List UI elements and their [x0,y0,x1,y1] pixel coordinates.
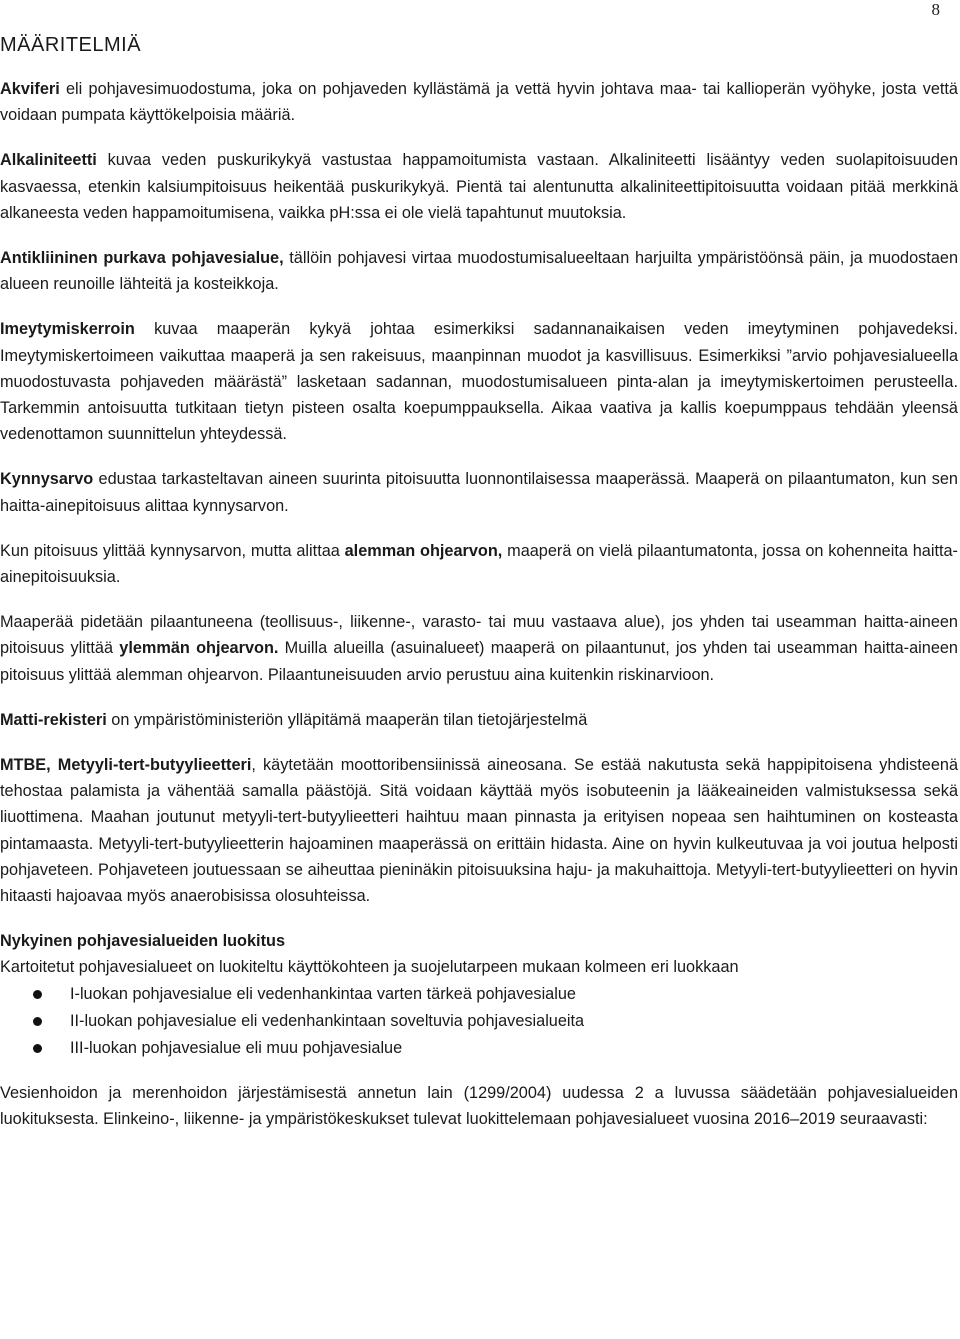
definition-akviferi [0,76,958,128]
definition-alempi-ohjearvo [0,538,958,590]
section-intro: Kartoitetut pohjavesialueet on luokiteltu käyttökohteen ja suojelutarpeen mukaan kolmeen eri luokkaan [0,958,739,977]
classification-list [0,981,958,1062]
term-antikliininen: Antikliininen purkava pohjavesialue, [0,249,284,268]
definition-text: edustaa tarkasteltavan aineen suurinta pitoisuutta luonnontilaisessa maaperässä. Maaperä on pilaantumaton, kun sen haitta-ainepitoisuus alittaa kynnysarvon. [0,470,958,515]
definition-text: Kun pitoisuus ylittää kynnysarvon, mutta alittaa [0,541,345,560]
definition-text: on ympäristöministeriön ylläpitämä maaperän tilan tietojärjestelmä [106,710,588,729]
bullet-icon [33,1017,42,1026]
term-alkaliniteetti: Alkaliniteetti [0,151,97,170]
definition-alkaliniteetti [0,147,958,226]
definition-antikliininen [0,245,958,297]
definition-ylempi-ohjearvo [0,609,958,688]
list-item [0,981,958,1008]
definition-kynnysarvo [0,466,958,518]
page-title: MÄÄRITELMIÄ [0,34,142,56]
term-ylempi-ohjearvo: ylemmän ohjearvon. [119,639,279,658]
definition-text: eli pohjavesimuodostuma, joka on pohjaveden kyllästämä ja vettä hyvin johtava maa- tai kallioperän vyöhyke, josta vettä voidaan pumpata käyttökelpoisia määriä. [0,80,958,125]
paragraph-vesienhoito [0,1080,958,1132]
list-item-text: III-luokan pohjavesialue eli muu pohjavesialue [70,1038,403,1057]
term-mtbe: MTBE, Metyyli-tert-butyylieetteri [0,756,252,775]
bullet-icon [33,990,42,999]
definition-text: kuvaa maaperän kykyä johtaa esimerkiksi sadannanaikaisen veden imeytyminen pohjavedeksi. Imeytymiskertoimeen vaikuttaa maaperä ja sen rakeisuus, maanpinnan muodot ja kasvillisuus. Esimerkiksi ”arvio pohjavesialueella muodostuvasta pohjaveden määrästä” lasketaan sadannan, muodostumisalueen pinta-alan ja imeytymiskertoimen perusteella. Tarkemmin antoisuutta tutkitaan tietyn pisteen osalta koepumppauksella. Aikaa vaativa ja kallis koepumppaus tehdään yleensä vedenottamon suunnittelun yhteydessä. [0,320,958,444]
term-kynnysarvo: Kynnysarvo [0,470,94,489]
definition-imeytymiskerroin [0,316,958,447]
paragraph-text: Vesienhoidon ja merenhoidon järjestämisestä annetun lain (1299/2004) uudessa 2 a luvussa säädetään pohjavesialueiden luokituksesta. Elinkeino-, liikenne- ja ympäristökeskukset tulevat luokittelemaan pohjavesialueet vuosina 2016–2019 seuraavasti: [0,1083,958,1128]
term-imeytymiskerroin: Imeytymiskerroin [0,320,135,339]
definition-text: Maaperää pidetään pilaantuneena (teollisuus-, liikenne-, varasto- tai muu vastaava alue), jos yhden tai useamman haitta-aineen pitoisuus ylittää [0,613,958,658]
definition-text: maaperä on vielä pilaantumatonta, jossa on kohenneita haitta-ainepitoisuuksia. [0,541,958,587]
list-item-text: II-luokan pohjavesialue eli vedenhankintaan soveltuvia pohjavesialueita [70,1011,585,1030]
list-item [0,1035,958,1062]
definition-text: Muilla alueilla (asuinalueet) maaperä on pilaantunut, jos yhden tai useamman haitta-aineen pitoisuus ylittää alemman ohjearvon. Pilaantuneisuuden arvio perustuu aina kuitenkin riskinarvioon. [0,639,958,684]
luokitus-section [0,928,958,980]
list-item-text: I-luokan pohjavesialue eli vedenhankintaa varten tärkeä pohjavesialue [70,984,576,1003]
term-akviferi: Akviferi [0,80,60,98]
definition-text: tällöin pohjavesi virtaa muodostumisalueeltaan harjuilta ympäristöönsä päin, ja muodostaen alueen reunoille lähteitä ja kosteikkoja. [0,249,958,294]
term-alempi-ohjearvo: alemman ohjearvon, [344,541,503,560]
bullet-icon [33,1044,42,1053]
definition-mtbe [0,752,958,909]
page-number: 8 [931,0,940,19]
list-item [0,1008,958,1035]
definition-text: , käytetään moottoribensiinissä aineosana. Se estää nakutusta sekä happipitoisena yhdisteenä tehostaa palamista ja vähentää samalla päästöjä. Sitä voidaan käyttää myös isobuteenin ja lääkeaineiden valmistuksessa sekä liuottimena. Maahan joutunut metyyli-tert-butyylieetteri haihtuu maan pinnasta ja erityisen nopeaa sen haihtuminen on kosteasta pintamaasta. Metyyli-tert-butyylieetterin hajoaminen maaperässä on erittäin hidasta. Aine on hyvin kulkeutuvaa ja voi joutua helposti pohjaveteen. Pohjaveteen joutuessaan se aiheuttaa pieninäkin pitoisuuksina haju- ja makuhaittoja. Metyyli-tert-butyylieetteri on hyvin hitaasti hajoavaa myös anaerobisissa olosuhteissa. [0,756,958,906]
document-page [0,32,958,1151]
section-heading: Nykyinen pohjavesialueiden luokitus [0,932,286,951]
definition-matti [0,707,958,733]
term-matti: Matti-rekisteri [0,710,107,729]
definition-text: kuvaa veden puskurikykyä vastustaa happamoitumista vastaan. Alkaliniteetti lisääntyy veden suolapitoisuuden kasvaessa, etenkin kalsiumpitoisuus heikentää puskurikykyä. Pientä tai alentunutta alkaliniteettipitoisuutta voidaan pitää merkkinä alkaneesta veden happamoitumisena, vaikka pH:ssa ei ole vielä tapahtunut muutoksia. [0,151,958,222]
